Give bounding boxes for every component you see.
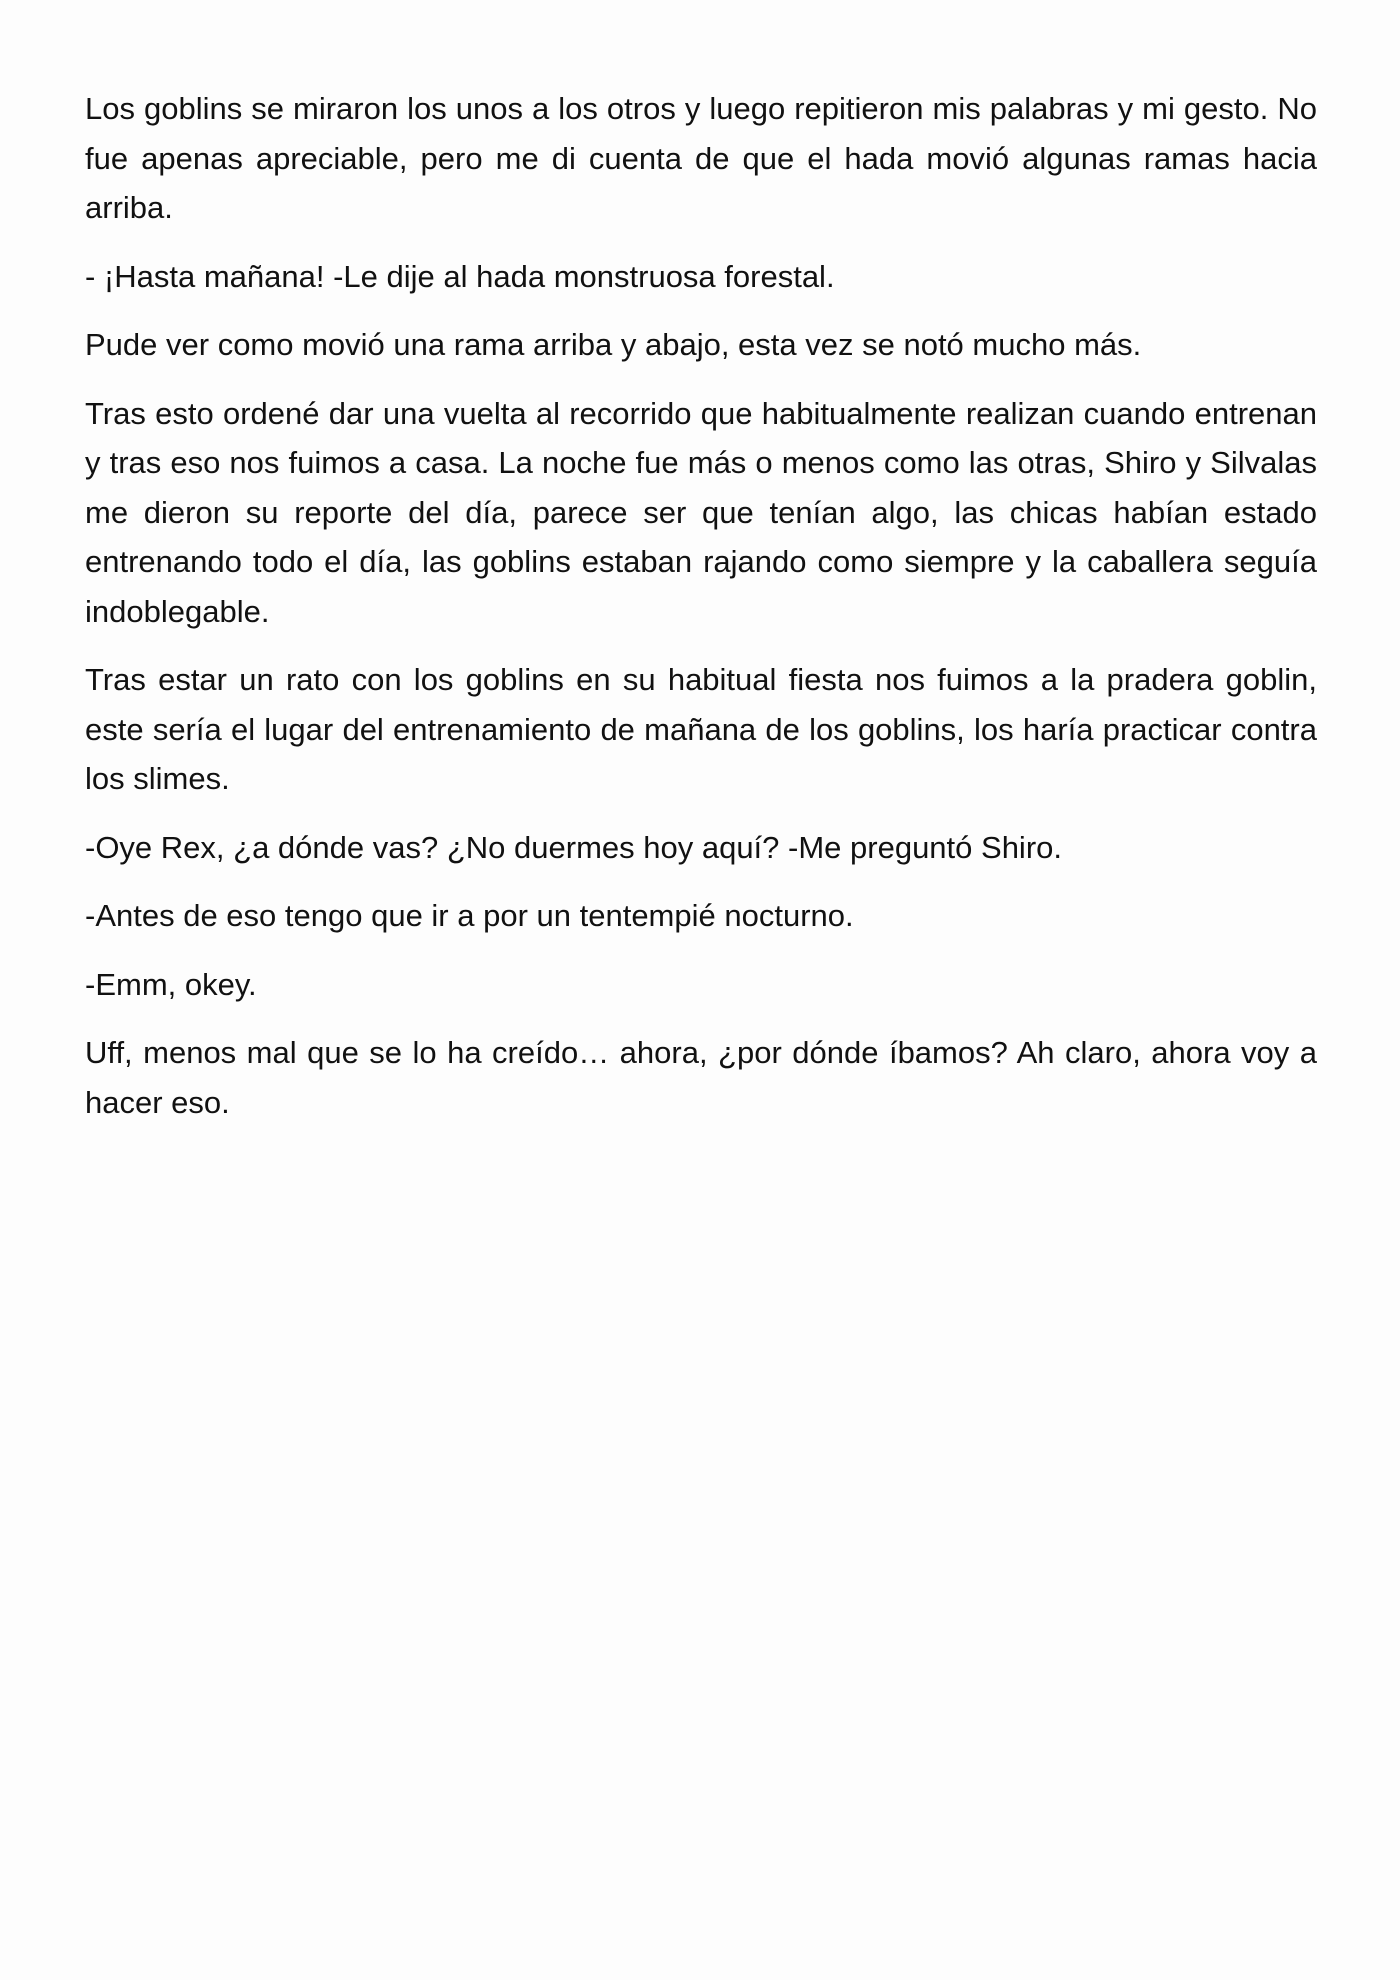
paragraph: - ¡Hasta mañana! -Le dije al hada monstruosa forestal. bbox=[85, 258, 835, 294]
body-text bbox=[85, 84, 1317, 1146]
paragraph: Los goblins se miraron los unos a los otros y luego repitieron mis palabras y mi gesto. No fue apenas apreciable, pero me di cuenta de que el hada movió algunas ramas hacia arriba. bbox=[85, 91, 1317, 225]
paragraph: -Emm, okey. bbox=[85, 966, 257, 1002]
paragraph: Pude ver como movió una rama arriba y abajo, esta vez se notó mucho más. bbox=[85, 327, 1142, 362]
paragraph: -Antes de eso tengo que ir a por un tentempié nocturno. bbox=[85, 898, 854, 933]
paragraph: Tras estar un rato con los goblins en su habitual fiesta nos fuimos a la pradera goblin, este sería el lugar del entrenamiento de mañana de los goblins, los haría practicar contra los slimes. bbox=[85, 662, 1317, 796]
paragraph: Tras esto ordené dar una vuelta al recorrido que habitualmente realizan cuando entrenan y tras eso nos fuimos a casa. La noche fue más o menos como las otras, Shiro y Silvalas me dieron su reporte del día, parece ser que tenían algo, las chicas habían estado entrenando todo el día, las goblins estaban rajando como siempre y la caballera seguía indoblegable. bbox=[85, 395, 1317, 629]
paragraph: -Oye Rex, ¿a dónde vas? ¿No duermes hoy aquí? -Me preguntó Shiro. bbox=[85, 829, 1062, 865]
paragraph: Uff, menos mal que se lo ha creído… ahora, ¿por dónde íbamos? Ah claro, ahora voy a hacer eso. bbox=[85, 1035, 1317, 1120]
